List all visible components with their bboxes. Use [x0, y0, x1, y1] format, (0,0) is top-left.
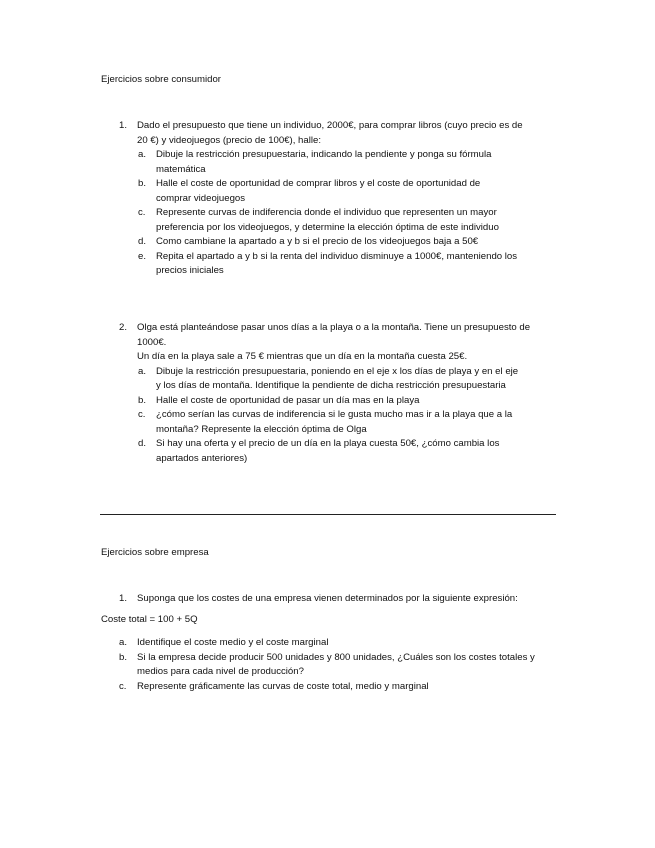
question-line: Dado el presupuesto que tiene un individuo, 2000€, para comprar libros (cuyo precio es de [137, 120, 523, 131]
list-item: d. Si hay una oferta y el precio de un día en la playa cuesta 50€, ¿cómo cambia los apartados anteriores) [138, 438, 500, 464]
list-item: a. Identifique el coste medio y el coste marginal [119, 637, 329, 648]
list-item: d. Como cambiane la apartado a y b si el precio de los videojuegos baja a 50€ [138, 236, 479, 247]
question-2-consumidor: 2. Olga está planteándose pasar unos días a la playa o a la montaña. Tiene un presupuesto de 1000€. Un día en la playa sale a 75 € mientras que un día en la montaña cuesta 25€. a. Dibuje la restricción presupuestaria, poniendo en el eje x los días de playa y en el eje y los días de montaña. Identifique la pendiente de dicha restricción presupuestaria b. Halle el coste de oportunidad de pasar un día mas en la playa c. ¿cómo serían las curvas de indiferencia si le gusta mucho mas ir a la playa que a la montaña? Represente la elección óptima de Olga d. Si hay una oferta y el precio de un día en la playa cuesta 50€, ¿cómo cambia los apartados anteriores) [119, 321, 559, 466]
list-item: b. Halle el coste de oportunidad de pasar un día mas en la playa [138, 394, 420, 406]
list-item: b. Si la empresa decide producir 500 unidades y 800 unidades, ¿Cuáles son los costes totales y medios para cada nivel de producción? [119, 651, 535, 677]
list-item: c. ¿cómo serían las curvas de indiferencia si le gusta mucho mas ir a la playa que a la montaña? Represente la elección óptima de Olga [138, 409, 513, 435]
question-1-empresa: 1. Suponga que los costes de una empresa vienen determinados por la siguiente expresión: [119, 592, 579, 607]
question-1-consumidor [119, 119, 559, 279]
empresa-subitems [119, 636, 579, 694]
question-line: 20 €) y videojuegos (precio de 100€), halle: [137, 134, 321, 146]
list-item: a. Dibuje la restricción presupuestaria, indicando la pendiente y ponga su fórmula matemática [138, 149, 492, 175]
list-item: c. Represente gráficamente las curvas de coste total, medio y marginal [119, 680, 429, 692]
question-number: 2. [119, 322, 128, 333]
section-title-consumidor: Ejercicios sobre consumidor [101, 74, 221, 85]
question-number: 1. [119, 120, 128, 131]
section-divider [100, 514, 556, 515]
cost-formula: Coste total = 100 + 5Q [101, 614, 198, 625]
section-title-empresa: Ejercicios sobre empresa [101, 547, 209, 558]
list-item: e. Repita el apartado a y b si la renta del individuo disminuye a 1000€, manteniendo los precios iniciales [138, 250, 518, 276]
question-number: 1. [119, 593, 128, 604]
list-item: c. Represente curvas de indiferencia donde el individuo que representen un mayor preferencia por los videojuegos, y determine la elección óptima de este individuo [138, 207, 499, 233]
list-item: a. Dibuje la restricción presupuestaria, poniendo en el eje x los días de playa y en el eje y los días de montaña. Identifique la pendiente de dicha restricción presupuestaria [138, 365, 519, 391]
list-item: b. Halle el coste de oportunidad de comprar libros y el coste de oportunidad de comprar videojuegos [138, 178, 481, 204]
